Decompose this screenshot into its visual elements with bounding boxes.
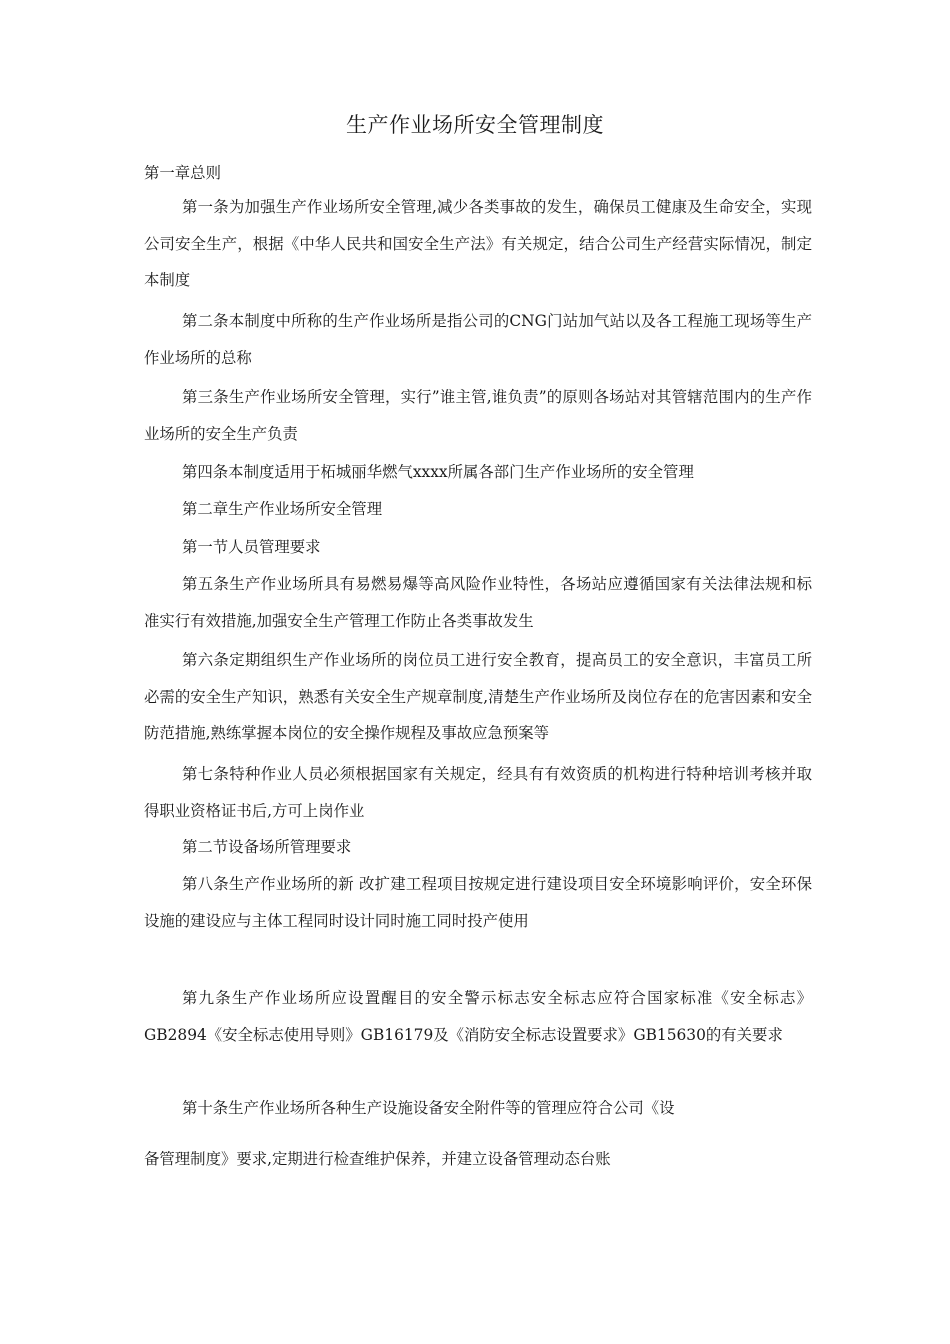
article-9: 第九条生产作业场所应设置醒目的安全警示标志安全标志应符合国家标准《安全标志》GB2894《安全标志使用导则》GB16179及《消防安全标志设置要求》GB15630的有关要求 (144, 989, 812, 1044)
article-5: 第五条生产作业场所具有易燃易爆等高风险作业特性，各场站应遵循国家有关法律法规和标准实行有效措施,加强安全生产管理工作防止各类事故发生 (144, 575, 812, 630)
article-7: 第七条特种作业人员必须根据国家有关规定，经具有有效资质的机构进行特种培训考核并取得职业资格证书后,方可上岗作业 (144, 765, 812, 820)
article-4: 第四条本制度适用于柘城丽华燃气xxxx所属各部门生产作业场所的安全管理 (182, 463, 694, 481)
article-8: 第八条生产作业场所的新 改扩建工程项目按规定进行建设项目安全环境影响评价，安全环保设施的建设应与主体工程同时设计同时施工同时投产使用 (144, 875, 812, 930)
chapter-heading-1: 第一章总则 (144, 164, 221, 182)
chapter-heading-2: 第二章生产作业场所安全管理 (182, 500, 383, 518)
article-10-line-2: 备管理制度》要求,定期进行检查维护保养，并建立设备管理动态台账 (144, 1150, 611, 1168)
article-1: 第一条为加强生产作业场所安全管理,减少各类事故的发生，确保员工健康及生命安全，实现公司安全生产，根据《中华人民共和国安全生产法》有关规定，结合公司生产经营实际情况，制定本制度 (144, 198, 812, 289)
document-title: 生产作业场所安全管理制度 (346, 113, 604, 137)
article-3: 第三条生产作业场所安全管理，实行”谁主管,谁负责”的原则各场站对其管辖范围内的生产作业场所的安全生产负责 (144, 388, 812, 443)
section-heading-1: 第一节人员管理要求 (182, 538, 321, 556)
article-2: 第二条本制度中所称的生产作业场所是指公司的CNG门站加气站以及各工程施工现场等生产作业场所的总称 (144, 312, 812, 367)
article-6: 第六条定期组织生产作业场所的岗位员工进行安全教育，提高员工的安全意识，丰富员工所必需的安全生产知识，熟悉有关安全生产规章制度,清楚生产作业场所及岗位存在的危害因素和安全防范措施,熟练掌握本岗位的安全操作规程及事故应急预案等 (144, 651, 812, 742)
section-heading-2: 第二节设备场所管理要求 (182, 838, 352, 856)
article-10-line-1: 第十条生产作业场所各种生产设施设备安全附件等的管理应符合公司《设 (182, 1099, 675, 1117)
